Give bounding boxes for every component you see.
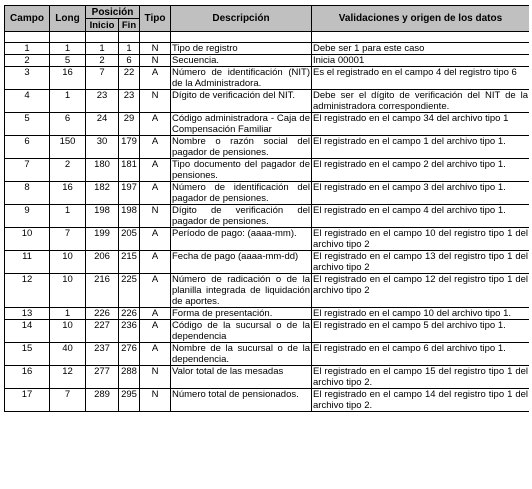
- header-tipo: Tipo: [140, 6, 171, 32]
- cell-fin: 276: [119, 343, 140, 366]
- table-row: [5, 159, 530, 182]
- cell-long: 10: [50, 320, 86, 343]
- cell-fin: 225: [119, 274, 140, 308]
- cell-descripcion: Número total de pensionados.: [171, 389, 312, 412]
- cell-tipo: A: [140, 136, 171, 159]
- cell-descripcion: Tipo de registro: [171, 43, 312, 55]
- cell-descripcion: Tipo documento del pagador de pensiones.: [172, 159, 310, 181]
- table-row: [5, 251, 530, 274]
- cell-campo: 11: [5, 251, 50, 274]
- cell-campo: 10: [5, 228, 50, 251]
- cell-validaciones: El registrado en el campo 15 del registro tipo 1 del archivo tipo 2.: [313, 366, 528, 388]
- cell-descripcion: Dígito de verificación del pagador de pensiones.: [172, 205, 310, 227]
- cell-fin: 295: [119, 389, 140, 412]
- cell-fin: 179: [119, 136, 140, 159]
- cell-inicio: 216: [86, 274, 119, 308]
- cell-validaciones: El registrado en el campo 1 del archivo tipo 1.: [312, 136, 530, 159]
- cell-inicio: 206: [86, 251, 119, 274]
- cell-campo: 7: [5, 159, 50, 182]
- cell-tipo: N: [140, 55, 171, 67]
- cell-descripcion: Nombre o razón social del pagador de pensiones.: [172, 136, 310, 158]
- cell-fin: 198: [119, 205, 140, 228]
- cell-fin: 205: [119, 228, 140, 251]
- cell-tipo: A: [140, 343, 171, 366]
- cell-inicio: 2: [86, 55, 119, 67]
- cell-campo: 9: [5, 205, 50, 228]
- cell-tipo: N: [140, 389, 171, 412]
- header-inicio: Inicio: [86, 19, 119, 32]
- cell-long: 2: [50, 159, 86, 182]
- cell-tipo: A: [140, 182, 171, 205]
- cell-validaciones: El registrado en el campo 12 del registro tipo 1 del archivo tipo 2: [312, 274, 530, 308]
- cell-inicio: 277: [86, 366, 119, 389]
- document-page: [4, 5, 529, 489]
- cell-validaciones: El registrado en el campo 34 del archivo tipo 1: [312, 113, 530, 136]
- cell-campo: 17: [5, 389, 50, 412]
- cell-fin: 1: [119, 43, 140, 55]
- cell-fin: 181: [119, 159, 140, 182]
- table-row: [5, 43, 530, 55]
- cell-fin: 197: [119, 182, 140, 205]
- cell-validaciones: El registrado en el campo 5 del archivo tipo 1.: [312, 320, 530, 343]
- cell-fin: 29: [119, 113, 140, 136]
- cell-descripcion: Nombre de la sucursal o de la dependencia.: [172, 343, 310, 365]
- header-fin: Fin: [119, 19, 140, 32]
- cell-validaciones: Inicia 00001: [312, 55, 530, 67]
- cell-campo: 6: [5, 136, 50, 159]
- cell-inicio: 30: [86, 136, 119, 159]
- cell-long: 1: [50, 43, 86, 55]
- cell-inicio: 227: [86, 320, 119, 343]
- cell-inicio: 289: [86, 389, 119, 412]
- cell-long: 16: [50, 182, 86, 205]
- cell-inicio: 182: [86, 182, 119, 205]
- table-row: [5, 182, 530, 205]
- cell-validaciones: El registrado en el campo 4 del archivo tipo 1.: [312, 205, 530, 228]
- cell-validaciones: El registrado en el campo 6 del archivo tipo 1.: [312, 343, 530, 366]
- table-body: [5, 32, 530, 412]
- cell-tipo: A: [140, 308, 171, 320]
- cell-descripcion: Dígito de verificación del NIT.: [171, 90, 312, 113]
- cell-campo: 14: [5, 320, 50, 343]
- cell-tipo: A: [140, 159, 171, 182]
- cell-campo: 2: [5, 55, 50, 67]
- cell-long: 12: [50, 366, 86, 389]
- cell-tipo: A: [140, 228, 171, 251]
- cell-descripcion: Secuencia.: [171, 55, 312, 67]
- cell-validaciones: El registrado en el campo 13 del registro tipo 1 del archivo tipo 2: [313, 251, 528, 273]
- cell-campo: 3: [5, 67, 50, 90]
- cell-campo: 12: [5, 274, 50, 308]
- cell-descripcion: Período de pago: (aaaa-mm).: [171, 228, 312, 251]
- cell-validaciones: El registrado en el campo 10 del archivo tipo 1.: [312, 308, 530, 320]
- table-row: [5, 67, 530, 90]
- cell-validaciones: Es el registrado en el campo 4 del registro tipo 6: [312, 67, 530, 90]
- cell-campo: 15: [5, 343, 50, 366]
- cell-inicio: 23: [86, 90, 119, 113]
- cell-long: 16: [50, 67, 86, 90]
- cell-fin: 288: [119, 366, 140, 389]
- cell-long: 5: [50, 55, 86, 67]
- table-row: [5, 274, 530, 308]
- table-row: [5, 228, 530, 251]
- cell-descripcion: Número de identificación del pagador de pensiones.: [172, 182, 310, 204]
- cell-fin: 6: [119, 55, 140, 67]
- cell-long: 7: [50, 389, 86, 412]
- cell-descripcion: Número de radicación o de la planilla integrada de liquidación de aportes.: [172, 274, 310, 307]
- cell-campo: 16: [5, 366, 50, 389]
- header-long: Long: [50, 6, 86, 32]
- cell-tipo: N: [140, 90, 171, 113]
- table-row: [5, 320, 530, 343]
- table-row: [5, 308, 530, 320]
- header-validaciones: Validaciones y origen de los datos: [312, 6, 530, 32]
- cell-validaciones: Debe ser 1 para este caso: [312, 43, 530, 55]
- cell-inicio: 1: [86, 43, 119, 55]
- field-spec-table: [4, 5, 529, 412]
- cell-inicio: 237: [86, 343, 119, 366]
- cell-inicio: 199: [86, 228, 119, 251]
- header-posicion: Posición: [86, 6, 140, 19]
- cell-long: 150: [50, 136, 86, 159]
- cell-campo: 4: [5, 90, 50, 113]
- cell-descripcion: Número de identificación (NIT) de la Administradora.: [172, 67, 310, 89]
- cell-descripcion: Forma de presentación.: [171, 308, 312, 320]
- cell-descripcion: Fecha de pago (aaaa-mm-dd): [171, 251, 312, 274]
- cell-long: 1: [50, 90, 86, 113]
- cell-validaciones: El registrado en el campo 3 del archivo tipo 1.: [312, 182, 530, 205]
- table-row: [5, 136, 530, 159]
- table-row: [5, 55, 530, 67]
- cell-tipo: A: [140, 320, 171, 343]
- cell-validaciones: El registrado en el campo 14 del registro tipo 1 del archivo tipo 2.: [313, 389, 528, 411]
- cell-tipo: A: [140, 274, 171, 308]
- table-row: [5, 389, 530, 412]
- cell-fin: 215: [119, 251, 140, 274]
- cell-tipo: N: [140, 366, 171, 389]
- table-row: [5, 90, 530, 113]
- cell-validaciones: Debe ser el dígito de verificación del NIT de la administradora correspondiente.: [313, 90, 528, 112]
- cell-descripcion: Código de la sucursal o de la dependencia: [172, 320, 310, 342]
- cell-long: 1: [50, 205, 86, 228]
- cell-tipo: A: [140, 67, 171, 90]
- cell-fin: 22: [119, 67, 140, 90]
- cell-long: 6: [50, 113, 86, 136]
- cell-inicio: 24: [86, 113, 119, 136]
- cell-descripcion: Valor total de las mesadas: [171, 366, 312, 389]
- cell-fin: 23: [119, 90, 140, 113]
- header-campo: Campo: [5, 6, 50, 32]
- cell-tipo: N: [140, 205, 171, 228]
- table-row: [5, 113, 530, 136]
- table-row: [5, 366, 530, 389]
- header-descripcion: Descripción: [171, 6, 312, 32]
- cell-long: 40: [50, 343, 86, 366]
- cell-long: 7: [50, 228, 86, 251]
- cell-fin: 226: [119, 308, 140, 320]
- header-row: [5, 6, 530, 19]
- cell-long: 1: [50, 308, 86, 320]
- cell-inicio: 180: [86, 159, 119, 182]
- cell-descripcion: Código administradora - Caja de Compensación Familiar: [172, 113, 310, 135]
- cell-fin: 236: [119, 320, 140, 343]
- cell-tipo: A: [140, 251, 171, 274]
- cell-validaciones: El registrado en el campo 2 del archivo tipo 1.: [312, 159, 530, 182]
- spacer-row: [5, 32, 530, 43]
- table-row: [5, 205, 530, 228]
- cell-inicio: 226: [86, 308, 119, 320]
- cell-campo: 13: [5, 308, 50, 320]
- cell-campo: 1: [5, 43, 50, 55]
- cell-campo: 8: [5, 182, 50, 205]
- cell-inicio: 198: [86, 205, 119, 228]
- cell-validaciones: El registrado en el campo 10 del registro tipo 1 del archivo tipo 2: [313, 228, 528, 250]
- cell-tipo: A: [140, 113, 171, 136]
- cell-tipo: N: [140, 43, 171, 55]
- cell-long: 10: [50, 274, 86, 308]
- table-row: [5, 343, 530, 366]
- cell-inicio: 7: [86, 67, 119, 90]
- cell-campo: 5: [5, 113, 50, 136]
- cell-long: 10: [50, 251, 86, 274]
